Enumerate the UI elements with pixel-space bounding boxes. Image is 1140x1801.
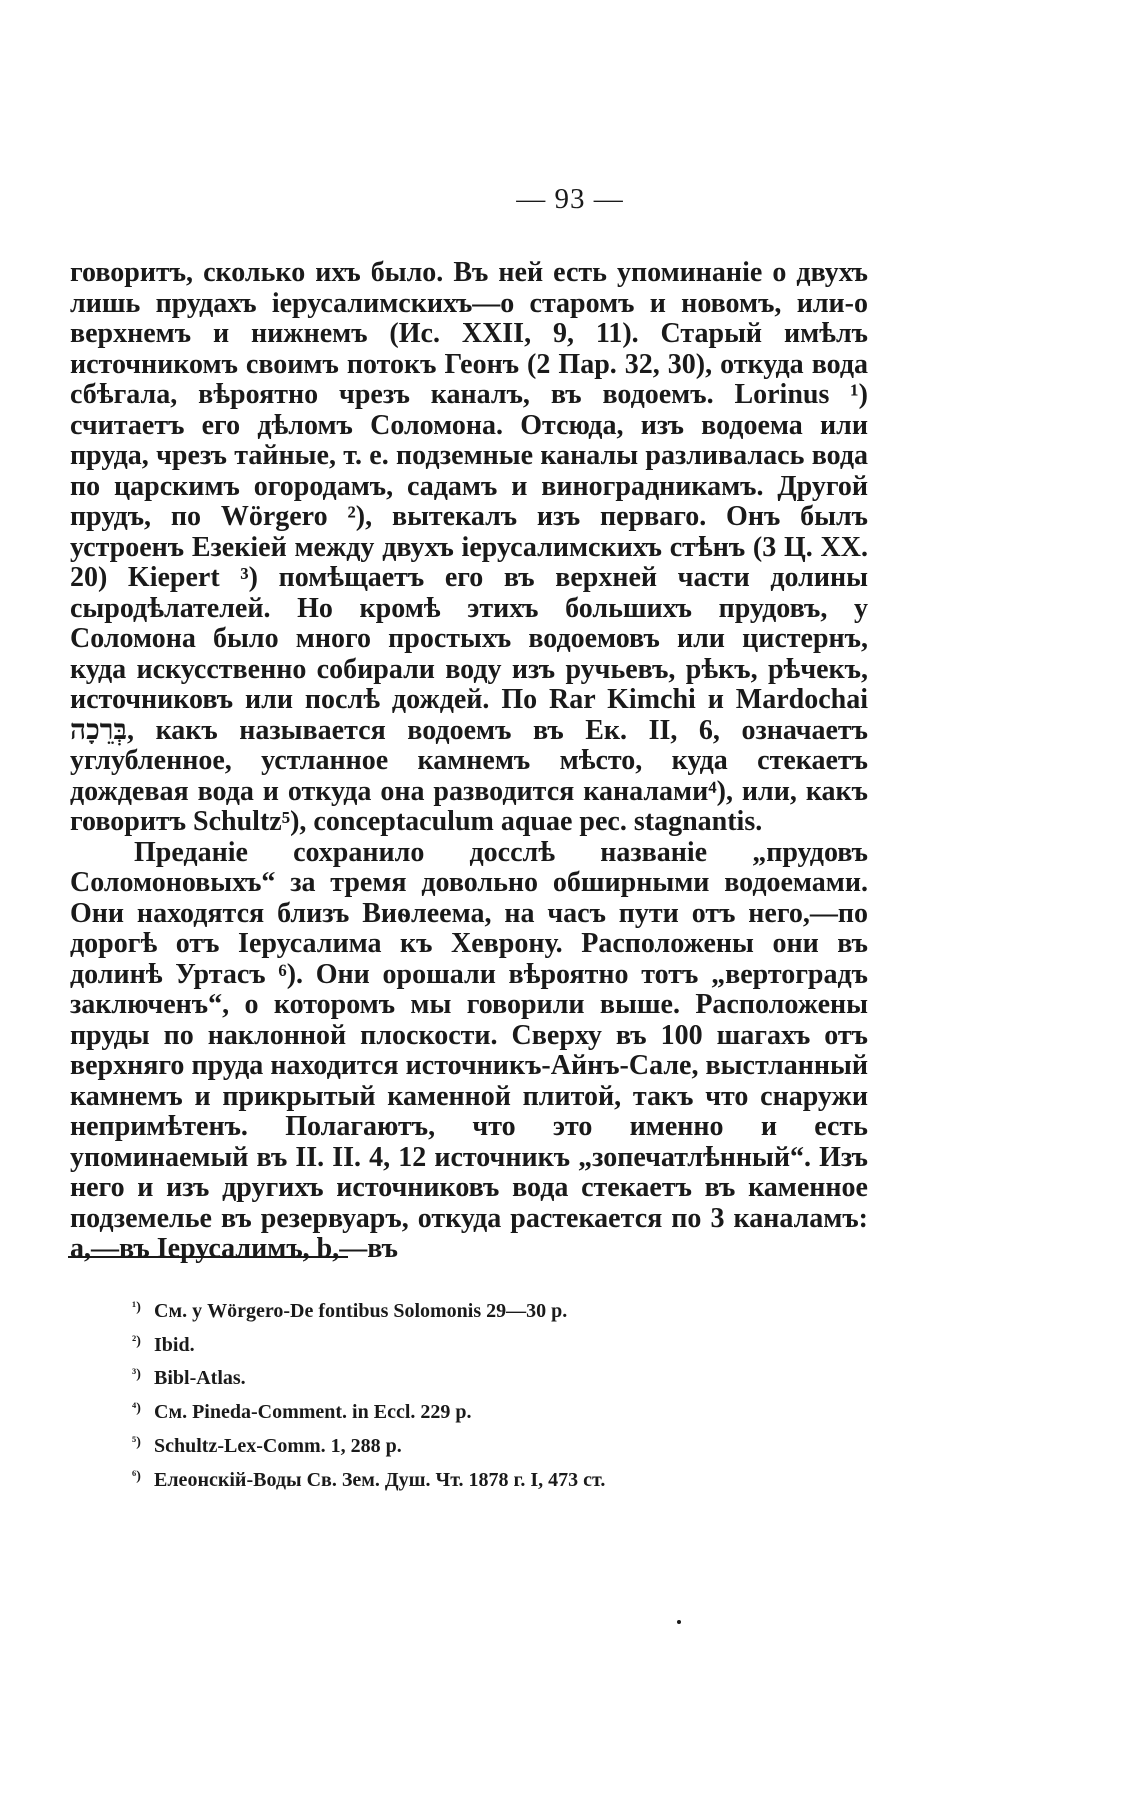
footnote-3: [132, 1360, 852, 1394]
paragraph-1: говоритъ, сколько ихъ было. Въ ней есть упоминаніе о двухъ лишь прудахъ іерусалимскихъ—о старомъ и новомъ, или-о верхнемъ и нижнемъ (Ис. XXII, 9, 11). Старый имѣлъ источникомъ своимъ потокъ Геонъ (2 Пар. 32, 30), откуда вода сбѣгала, вѣроятно чрезъ каналъ, въ водоемъ. Lorinus ¹) считаетъ его дѣломъ Соломона. Отсюда, изъ водоема или пруда, чрезъ тайные, т. е. подземные каналы разливалась вода по царскимъ огородамъ, садамъ и виноградникамъ. Другой прудъ, по Wörgero ²), вытекалъ изъ перваго. Онъ былъ устроенъ Езекіей между двухъ іерусалимскихъ стѣнъ (3 Ц. XX. 20) Kiepert ³) помѣщаетъ его въ верхней части долины сыродѣлателей. Но кромѣ этихъ большихъ прудовъ, у Соломона было много простыхъ водоемовъ или цистернъ, куда искусственно собирали воду изъ ручьевъ, рѣкъ, рѣчекъ, источниковъ или послѣ дождей. По Rar Kimchi и Mardochai בְּרֵכָה, какъ называется водоемъ въ Ек. II, 6, означаетъ углубленное, устланное камнемъ мѣсто, куда стекаетъ дождевая вода и откуда она разводится каналами⁴), или, какъ говоритъ Schultz⁵), conceptaculum aquae pec. stagnantis.: [70, 257, 868, 837]
footnote-mark: ⁵): [132, 1434, 141, 1450]
main-text: [70, 258, 868, 1265]
footnote-text: Ibid.: [154, 1333, 195, 1356]
footnote-mark: ¹): [132, 1300, 141, 1315]
footnote-text: Bibl-Atlas.: [154, 1367, 246, 1390]
footnote-1: [132, 1293, 852, 1327]
page-number: — 93 —: [516, 183, 624, 215]
paragraph-2: Преданіе сохранило досслѣ названіе „прудовъ Соломоновыхъ“ за тремя довольно обширными водоемами. Они находятся близъ Виѳлеема, на часъ пути отъ него,—по дорогѣ отъ Іерусалима къ Хеврону. Расположены они въ долинѣ Уртасъ ⁶). Они орошали вѣроятно тотъ „вертоградъ заключенъ“, о которомъ мы говорили выше. Расположены пруды по наклонной плоскости. Сверху въ 100 шагахъ отъ верхняго пруда находится источникъ-Айнъ-Сале, выстланный камнемъ и прикрытый каменной плитой, такъ что снаружи непримѣтенъ. Полагаютъ, что это именно и есть упоминаемый въ II. II. 4, 12 источникъ „зопечатлѣнный“. Изъ него и изъ другихъ источниковъ вода стекаетъ въ каменное подземелье въ резервуаръ, откуда растекается по 3 каналамъ: a,—въ Іерусалимъ, b,—въ: [70, 836, 868, 1264]
footnote-mark: ⁴): [132, 1401, 141, 1417]
footnote-mark: ³): [132, 1367, 141, 1383]
footnote-text: Елеонскій-Воды Св. Зем. Душ. Чт. 1878 г. I, 473 ст.: [154, 1468, 606, 1491]
footnote-text: Schultz-Lex-Comm. 1, 288 р.: [154, 1434, 402, 1457]
footnote-mark: ⁶): [132, 1468, 141, 1484]
footnote-4: [132, 1394, 852, 1428]
footnote-2: [132, 1327, 852, 1361]
footnote-5: [132, 1428, 852, 1462]
footnote-mark: ²): [132, 1333, 141, 1349]
footnote-6: [132, 1462, 852, 1496]
footnote-text: См. у Wörgero-De fontibus Solomonis 29—30 р.: [154, 1300, 568, 1322]
footnote-divider: [68, 1256, 348, 1258]
footnote-text: См. Pineda-Comment. in Eccl. 229 р.: [154, 1401, 472, 1424]
footnotes: [132, 1293, 852, 1495]
print-speck: [677, 1620, 681, 1624]
